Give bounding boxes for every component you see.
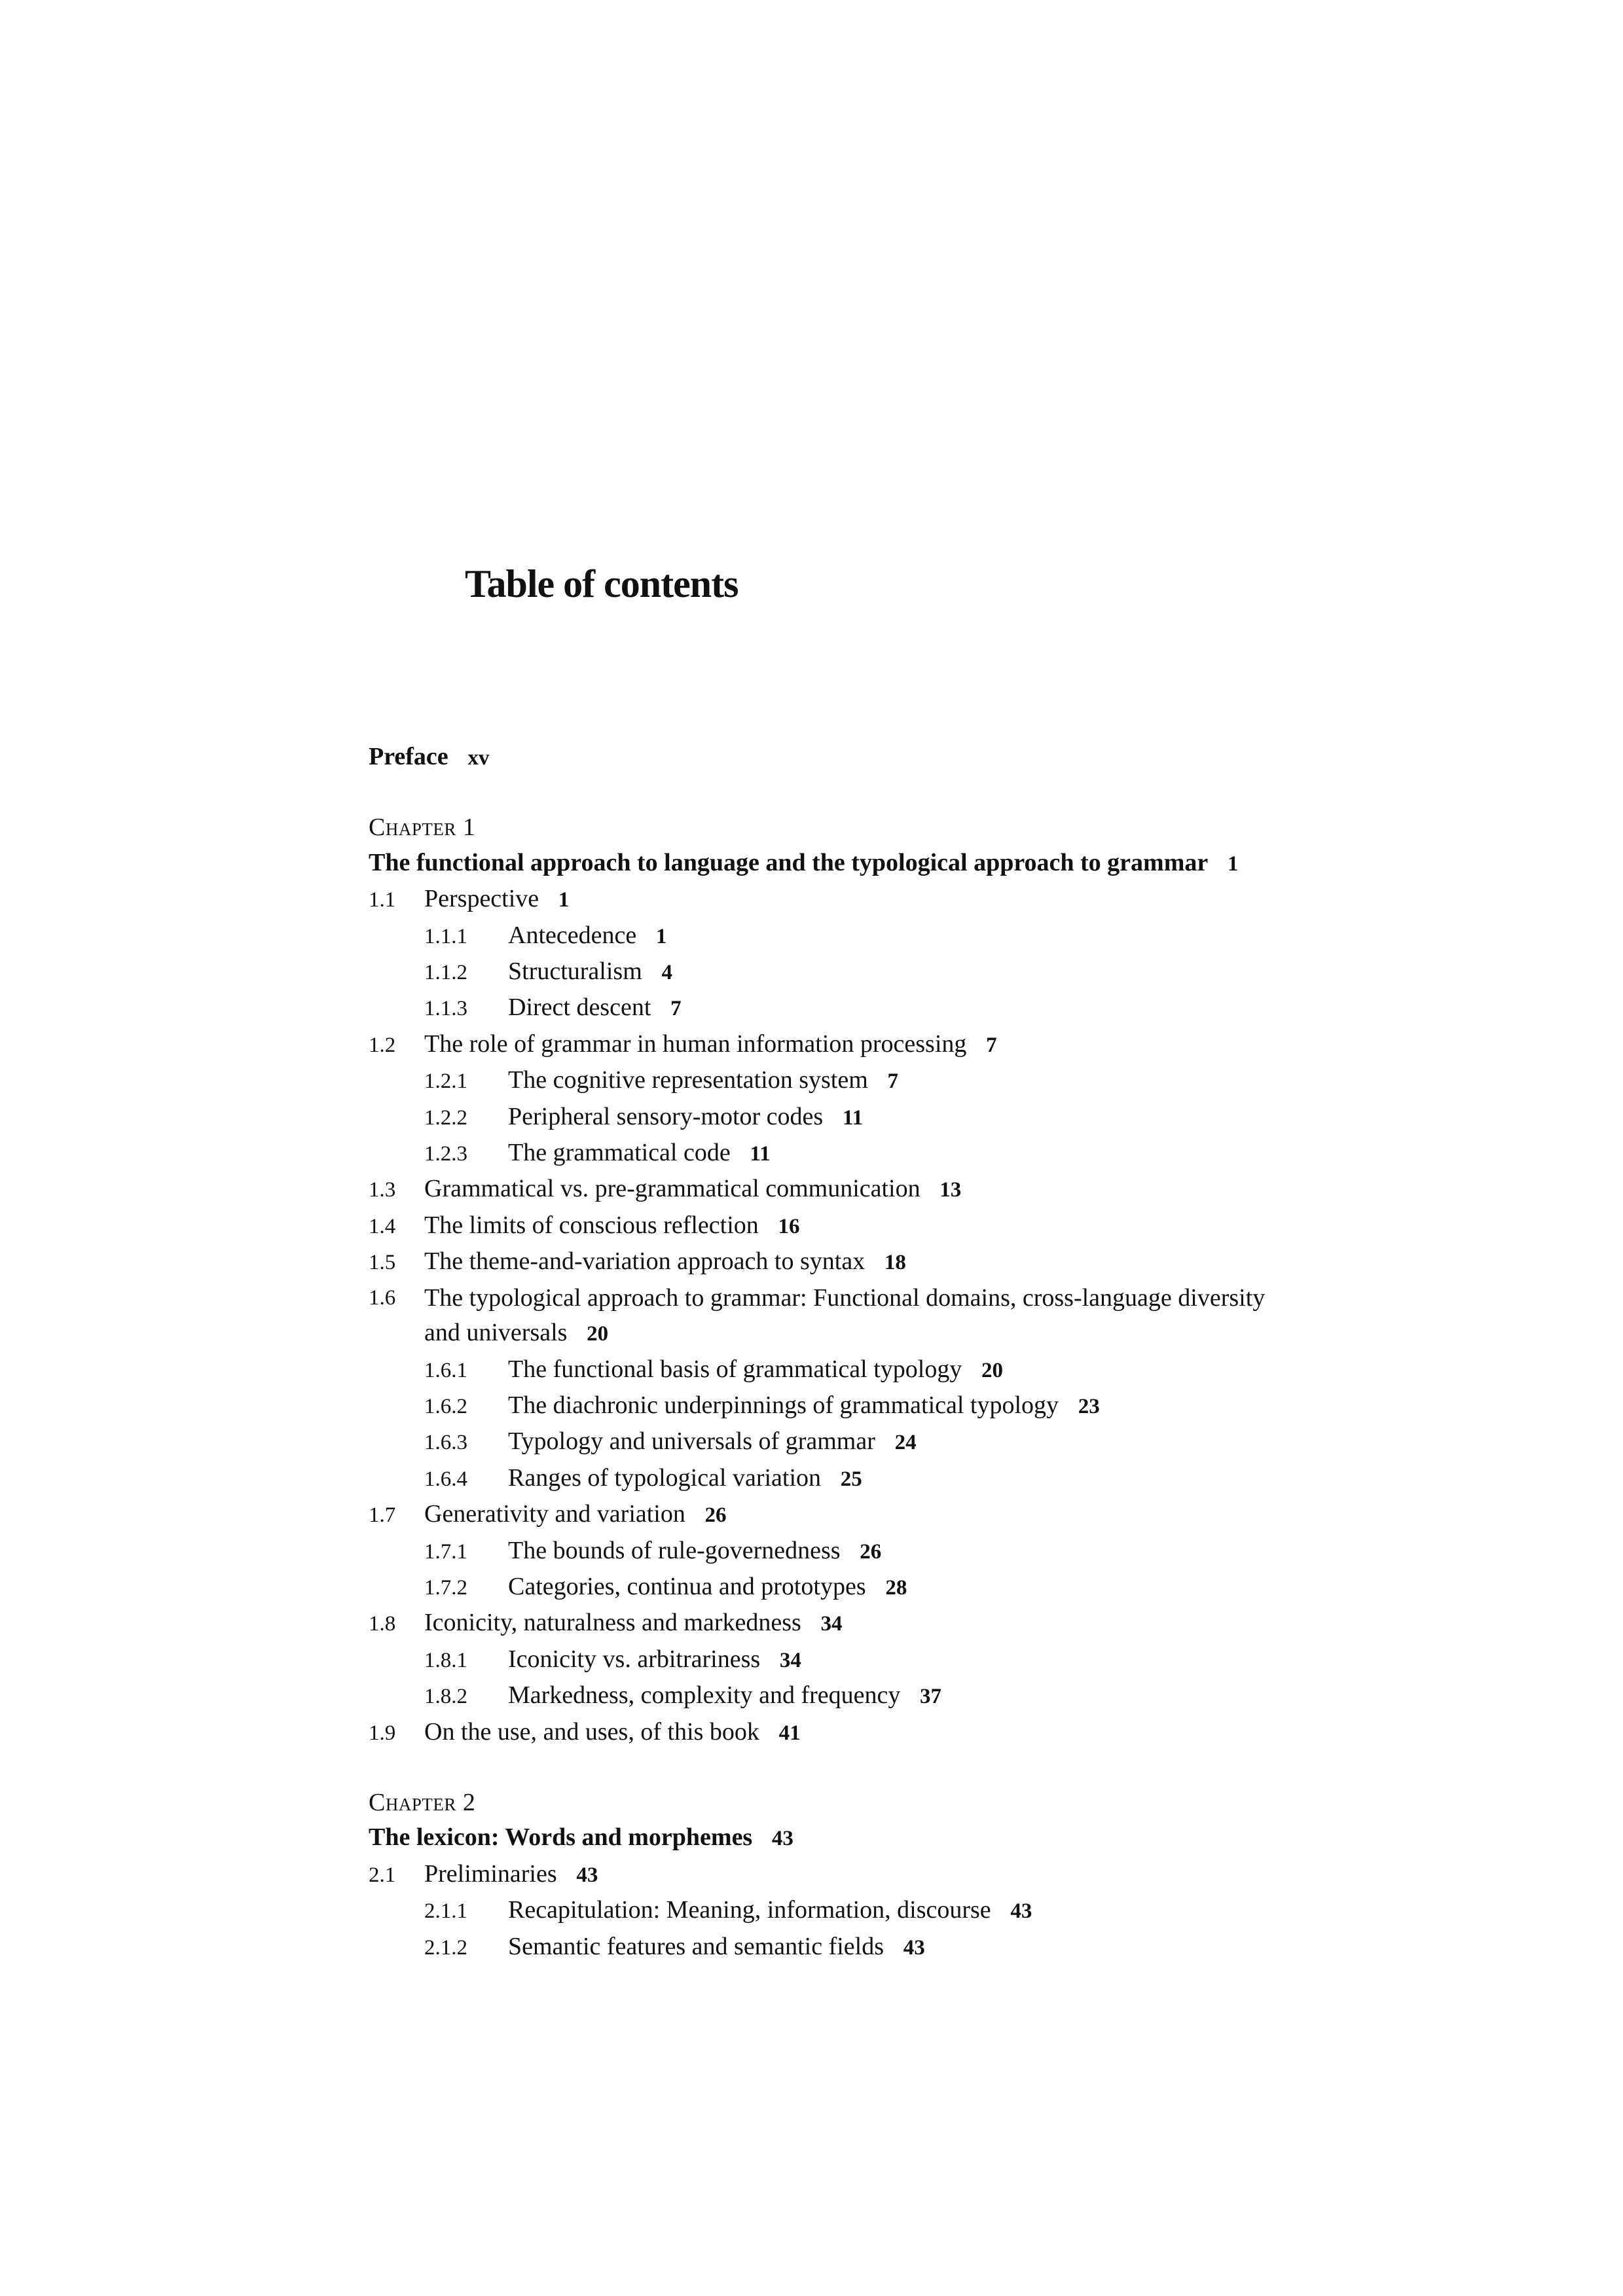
entry-title: The limits of conscious reflection [424,1211,759,1239]
toc-subentry[interactable] [369,1893,1613,1929]
entry-page: 28 [885,1575,907,1600]
entry-title: The grammatical code [508,1139,731,1167]
toc-subentry[interactable] [369,1424,1613,1460]
entry-number: 1.9 [369,1721,396,1745]
toc-entry[interactable] [369,1715,1613,1751]
toc-subentry[interactable] [369,1063,1613,1099]
entry-page: 18 [884,1251,906,1275]
entry-page: 43 [576,1863,598,1887]
entry-number: 1.8 [369,1612,396,1636]
entry-page: 1 [655,924,667,948]
toc-entry[interactable] [369,1497,1613,1533]
entry-title: On the use, and uses, of this book [424,1717,759,1746]
entry-title: Iconicity, naturalness and markedness [424,1609,801,1637]
entry-number: 1.5 [369,1251,396,1275]
entry-title: The cognitive representation system [508,1066,868,1094]
entry-page: 4 [661,961,672,985]
chapter-2-label: Chapter 2 [369,1788,476,1816]
entry-page: 26 [860,1539,882,1564]
entry-number: 1.8.2 [424,1685,467,1709]
toc-entry[interactable] [369,1605,1613,1641]
entry-number: 1.6.1 [424,1358,467,1382]
entry-page: 11 [842,1105,864,1130]
entry-title: Antecedence [508,921,637,949]
entry-page: 13 [939,1178,962,1202]
toc-subentry[interactable] [369,1136,1613,1172]
entry-page: 1 [558,888,570,912]
toc-preface[interactable] [369,740,1613,776]
entry-title: Recapitulation: Meaning, information, discourse [508,1896,991,1924]
entry-number: 1.6.2 [424,1394,467,1418]
table-of-contents [369,740,1613,1965]
entry-title: Ranges of typological variation [508,1463,822,1492]
toc-subentry[interactable] [369,1100,1613,1136]
entry-number: 1.2.2 [424,1105,467,1130]
chapter-2-page: 43 [771,1827,793,1851]
entry-number: 1.2.3 [424,1142,467,1166]
entry-title: Markedness, complexity and frequency [508,1681,901,1710]
entry-number: 2.1 [369,1863,396,1887]
chapter-1-page: 1 [1227,852,1239,876]
entry-number: 1.1 [369,888,396,912]
toc-entry[interactable] [369,882,1613,918]
entry-title: Categories, continua and prototypes [508,1572,866,1600]
entry-page: 37 [920,1685,942,1709]
entry-page: 34 [820,1612,843,1636]
entry-title: Perspective [424,885,539,913]
entry-number: 1.7 [369,1503,396,1528]
entry-title: The functional basis of grammatical typology [508,1355,962,1383]
entry-number: 1.7.2 [424,1575,467,1600]
toc-subentry[interactable] [369,1678,1613,1714]
entry-number: 1.8.1 [424,1648,467,1672]
toc-subentry[interactable] [369,1388,1613,1424]
toc-entry[interactable] [369,1172,1613,1208]
entry-number: 1.6 [369,1285,396,1310]
entry-number: 2.1.2 [424,1935,467,1960]
entry-page: 34 [779,1648,801,1672]
entry-title: Semantic features and semantic fields [508,1932,884,1960]
toc-subentry[interactable] [369,918,1613,954]
toc-subentry[interactable] [369,990,1613,1026]
entry-page: 23 [1078,1394,1100,1418]
entry-number: 2.1.1 [424,1899,467,1924]
entry-page: 25 [840,1467,862,1491]
entry-number: 1.1.1 [424,924,467,948]
toc-entry[interactable] [369,1208,1613,1244]
entry-title: Structuralism [508,958,642,986]
entry-title: Iconicity vs. arbitrariness [508,1645,761,1673]
toc-subentry[interactable] [369,1534,1613,1570]
entry-title: The diachronic underpinnings of grammatical typology [508,1391,1059,1419]
entry-page: 20 [587,1322,609,1346]
entry-page: 11 [750,1142,771,1166]
toc-entry[interactable] [369,1244,1613,1280]
entry-title: Typology and universals of grammar [508,1427,875,1456]
toc-entry[interactable] [369,1027,1613,1063]
entry-title: Peripheral sensory-motor codes [508,1102,824,1130]
toc-subentry[interactable] [369,1929,1613,1965]
toc-subentry[interactable] [369,1570,1613,1605]
entry-page: 7 [887,1069,898,1094]
entry-title: Generativity and variation [424,1500,685,1528]
entry-number: 1.3 [369,1178,396,1202]
chapter-2-title-row[interactable] [369,1820,1613,1856]
entry-title: Preliminaries [424,1859,557,1888]
entry-page: 24 [894,1431,917,1455]
entry-page: 41 [778,1721,801,1745]
chapter-1-label: Chapter 1 [369,814,476,842]
preface-page: xv [467,746,490,770]
entry-page: 26 [704,1503,727,1528]
toc-subentry[interactable] [369,1642,1613,1678]
toc-subentry[interactable] [369,1352,1613,1388]
toc-subentry[interactable] [369,1461,1613,1497]
entry-number: 1.1.3 [424,997,467,1021]
page-title: Table of contents [465,562,739,605]
entry-number: 1.4 [369,1214,396,1238]
preface-label: Preface [369,743,448,770]
entry-title: The role of grammar in human information processing [424,1030,967,1058]
entry-page: 20 [981,1358,1004,1382]
entry-page: 16 [778,1214,800,1238]
chapter-1-title-row[interactable] [369,846,1613,882]
toc-subentry[interactable] [369,954,1613,990]
entry-title: Grammatical vs. pre-grammatical communication [424,1175,921,1203]
toc-entry[interactable] [369,1281,1613,1352]
entry-number: 1.1.2 [424,961,467,985]
entry-number: 1.7.1 [424,1539,467,1564]
entry-page: 7 [670,997,682,1021]
chapter-1-title: The functional approach to language and the typological approach to grammar [369,848,1209,876]
entry-page: 43 [903,1935,925,1960]
entry-page: 43 [1010,1899,1032,1924]
entry-title: The bounds of rule-governedness [508,1536,841,1564]
entry-title: Direct descent [508,994,651,1022]
entry-page: 7 [986,1033,997,1057]
toc-entry[interactable] [369,1857,1613,1893]
entry-title: The typological approach to grammar: Functional domains, cross-language diversity and universals [424,1283,1266,1347]
entry-number: 1.2.1 [424,1069,467,1094]
chapter-2-title: The lexicon: Words and morphemes [369,1823,753,1852]
entry-number: 1.6.4 [424,1467,467,1491]
entry-number: 1.2 [369,1033,396,1057]
entry-number: 1.6.3 [424,1431,467,1455]
entry-title: The theme-and-variation approach to syntax [424,1247,866,1276]
